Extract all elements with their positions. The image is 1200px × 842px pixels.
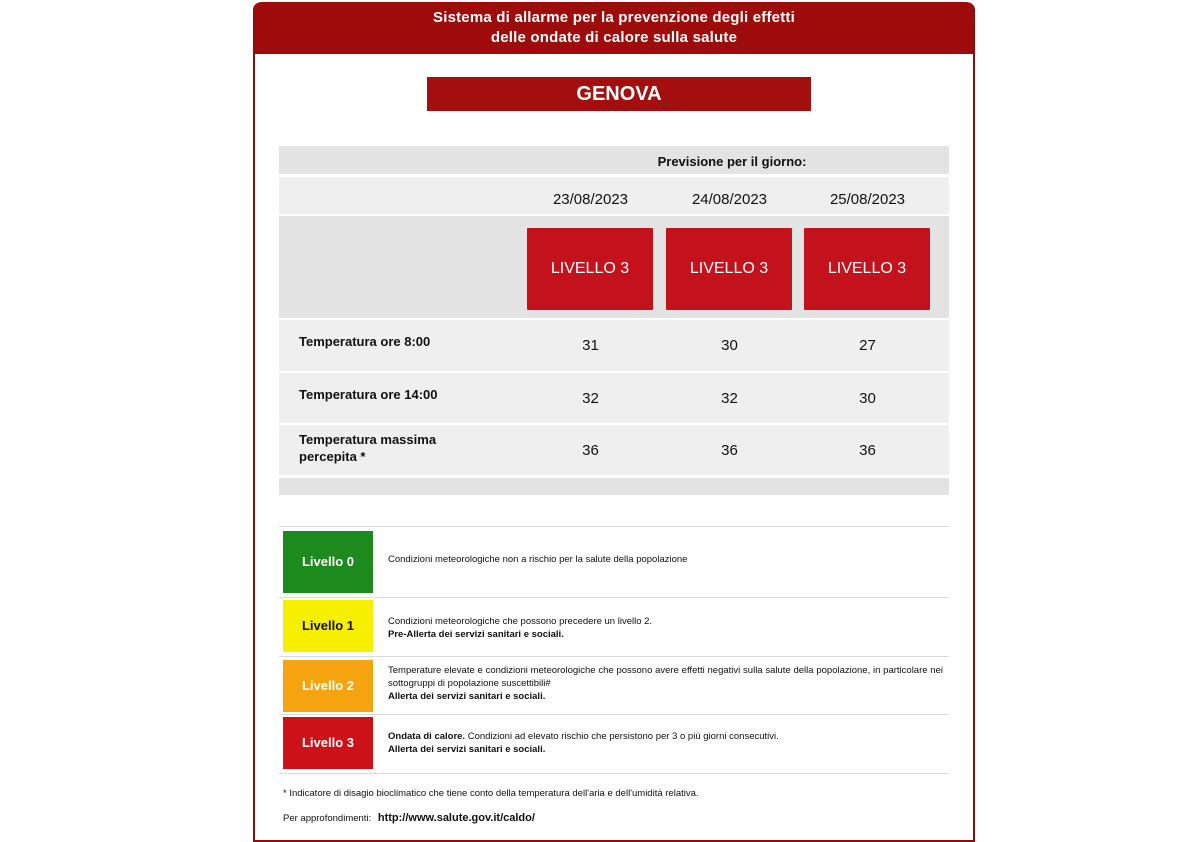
footnote: * Indicatore di disagio bioclimatico che tiene conto della temperatura dell'aria e dell'umidità relativa. <box>283 788 699 799</box>
legend-level-3-swatch: Livello 3 <box>283 717 373 769</box>
t8-day-2: 30 <box>721 337 738 354</box>
t8-day-3: 27 <box>859 337 876 354</box>
date-day-2: 24/08/2023 <box>691 191 768 208</box>
date-day-1: 23/08/2023 <box>552 191 629 208</box>
more-info-label: Per approfondimenti: <box>283 813 372 824</box>
legend-level-1-action: Pre-Allerta dei servizi sanitari e sociali. <box>388 629 564 640</box>
header-line-1: Sistema di allarme per la prevenzione degli effetti <box>433 9 795 26</box>
legend-level-2-action: Allerta dei servizi sanitari e sociali. <box>388 691 546 702</box>
t8-day-1: 31 <box>582 337 599 354</box>
legend-level-0-text <box>388 553 943 566</box>
table-footer-band <box>279 478 949 495</box>
level-badge-day-1: LIVELLO 3 <box>527 228 653 310</box>
more-info <box>283 812 535 825</box>
t14-day-2: 32 <box>721 390 738 407</box>
header-line-2: delle ondate di calore sulla salute <box>490 29 738 46</box>
legend-level-1-desc: Condizioni meteorologiche che possono precedere un livello 2. <box>388 616 653 627</box>
legend-level-0-desc: Condizioni meteorologiche non a rischio per la salute della popolazione <box>388 554 688 565</box>
legend-level-2-text <box>388 664 943 703</box>
row-label-tmax-line-2: percepita * <box>299 449 366 464</box>
row-label-tmax <box>299 431 436 465</box>
tmax-day-3: 36 <box>859 442 876 459</box>
bulletin-card <box>253 2 975 842</box>
legend-level-2-desc: Temperature elevate e condizioni meteorologiche che possono avere effetti negativi sulla salute della popolazione, in particolare nei sottogruppi di popolazione suscettibili# <box>388 665 943 689</box>
legend-level-1-text <box>388 615 943 641</box>
legend-level-3-desc-line <box>388 730 943 743</box>
legend-divider <box>279 714 949 715</box>
legend-level-3-action: Allerta dei servizi sanitari e sociali. <box>388 744 546 755</box>
forecast-label: Previsione per il giorno: <box>657 154 807 169</box>
row-label-t14: Temperatura ore 14:00 <box>299 387 438 402</box>
tmax-day-1: 36 <box>582 442 599 459</box>
level-badge-day-2: LIVELLO 3 <box>666 228 792 310</box>
legend-level-3-text <box>388 730 943 756</box>
legend-level-1-swatch: Livello 1 <box>283 600 373 652</box>
tmax-day-2: 36 <box>721 442 738 459</box>
t14-day-1: 32 <box>582 390 599 407</box>
t14-day-3: 30 <box>859 390 876 407</box>
legend-divider <box>279 773 949 774</box>
legend-divider <box>279 597 949 598</box>
legend-level-3-desc-bold: Ondata di calore. <box>388 731 466 742</box>
more-info-link[interactable]: http://www.salute.gov.it/caldo/ <box>377 812 535 824</box>
level-badge-day-3: LIVELLO 3 <box>804 228 930 310</box>
city-title: GENOVA <box>427 77 811 111</box>
row-label-t8: Temperatura ore 8:00 <box>299 334 431 349</box>
legend-level-0-swatch: Livello 0 <box>283 531 373 593</box>
legend-divider <box>279 656 949 657</box>
bulletin-header <box>255 2 973 54</box>
legend-level-3-desc: Condizioni ad elevato rischio che persistono per 3 o più giorni consecutivi. <box>465 731 779 742</box>
legend-level-2-swatch: Livello 2 <box>283 660 373 712</box>
date-day-3: 25/08/2023 <box>829 191 906 208</box>
row-label-tmax-line-1: Temperatura massima <box>299 432 437 447</box>
legend-divider <box>279 526 949 527</box>
